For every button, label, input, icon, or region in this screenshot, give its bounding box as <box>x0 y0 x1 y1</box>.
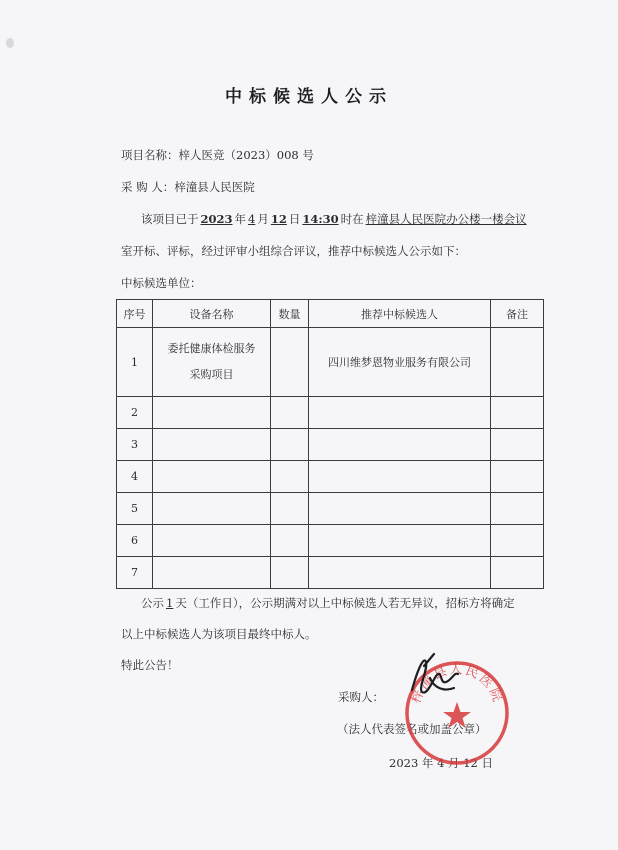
row-name-line2: 采购项目 <box>189 368 234 381</box>
header-candidate: 推荐中标候选人 <box>309 300 491 328</box>
row-note <box>491 429 544 461</box>
table-row <box>117 328 544 397</box>
header-qty: 数量 <box>271 300 309 328</box>
candidate-table <box>116 299 544 589</box>
row-no: 6 <box>117 525 153 557</box>
handwritten-signature <box>404 648 464 704</box>
row-no: 3 <box>117 429 153 461</box>
intro-place: 梓潼县人民医院办公楼一楼会议 <box>365 212 527 226</box>
row-no: 1 <box>117 328 153 397</box>
intro-year: 2023 <box>200 212 233 226</box>
row-no: 5 <box>117 493 153 525</box>
row-note <box>491 397 544 429</box>
row-qty <box>271 429 309 461</box>
table-row <box>117 493 544 525</box>
punch-hole <box>6 38 14 48</box>
signature-date: 2023 年 4 月 12 日 <box>389 756 493 770</box>
row-qty <box>271 397 309 429</box>
row-name-line1: 委托健康体检服务 <box>167 342 256 355</box>
row-no: 2 <box>117 397 153 429</box>
purchaser-label: 采 购 人： <box>121 180 175 194</box>
intro-line-1 <box>141 211 529 227</box>
row-name <box>153 461 271 493</box>
intro-day: 12 <box>270 212 287 226</box>
notice-line-1 <box>141 595 515 611</box>
header-name: 设备名称 <box>153 300 271 328</box>
table-row <box>117 525 544 557</box>
row-candidate <box>309 429 491 461</box>
intro-day-unit: 日 <box>288 212 301 226</box>
purchaser-line <box>121 179 255 195</box>
project-label: 项目名称： <box>121 148 179 162</box>
row-name <box>153 557 271 589</box>
row-name <box>153 525 271 557</box>
seal-text: 梓潼县人民医院 <box>408 662 506 706</box>
row-candidate <box>309 525 491 557</box>
signature-sub: （法人代表签名或加盖公章） <box>337 722 487 736</box>
row-candidate <box>309 557 491 589</box>
row-candidate: 四川维梦恩物业服务有限公司 <box>309 328 491 397</box>
row-qty <box>271 328 309 397</box>
header-no: 序号 <box>117 300 153 328</box>
header-note: 备注 <box>491 300 544 328</box>
row-no: 4 <box>117 461 153 493</box>
table-row <box>117 461 544 493</box>
row-no: 7 <box>117 557 153 589</box>
intro-line-2: 室开标、评标，经过评审小组综合评议，推荐中标候选人公示如下： <box>121 244 466 258</box>
table-row <box>117 429 544 461</box>
row-note <box>491 525 544 557</box>
notice-days: 1 <box>166 596 174 610</box>
units-label: 中标候选单位： <box>121 276 202 290</box>
row-note <box>491 461 544 493</box>
table-row <box>117 397 544 429</box>
intro-month-unit: 月 <box>257 212 269 226</box>
row-qty <box>271 557 309 589</box>
project-line <box>121 147 314 163</box>
row-name <box>153 328 271 397</box>
notice-text-2: 天（工作日），公示期满对以上中标候选人若无异议，招标方将确定 <box>175 596 515 610</box>
row-note <box>491 557 544 589</box>
intro-text: 该项目已于 <box>141 212 199 226</box>
closing-text: 特此公告！ <box>121 658 179 672</box>
purchaser-value: 梓潼县人民医院 <box>174 180 255 194</box>
intro-time-unit: 时在 <box>340 212 364 226</box>
row-candidate <box>309 397 491 429</box>
table-header-row <box>117 300 544 328</box>
row-candidate <box>309 461 491 493</box>
intro-year-unit: 年 <box>234 212 247 226</box>
notice-text: 公示 <box>141 596 164 610</box>
row-name <box>153 429 271 461</box>
intro-time: 14:30 <box>302 212 339 226</box>
row-qty <box>271 493 309 525</box>
intro-month: 4 <box>248 212 256 226</box>
notice-line-2: 以上中标候选人为该项目最终中标人。 <box>121 627 317 641</box>
row-note <box>491 493 544 525</box>
row-note <box>491 328 544 397</box>
row-name <box>153 493 271 525</box>
row-qty <box>271 525 309 557</box>
row-candidate <box>309 493 491 525</box>
signature-label: 采购人： <box>338 690 384 704</box>
table-row <box>117 557 544 589</box>
row-qty <box>271 461 309 493</box>
project-value: 梓人医竞（2023）008 号 <box>178 148 314 162</box>
row-name <box>153 397 271 429</box>
page-title: 中标候选人公示 <box>225 87 393 107</box>
